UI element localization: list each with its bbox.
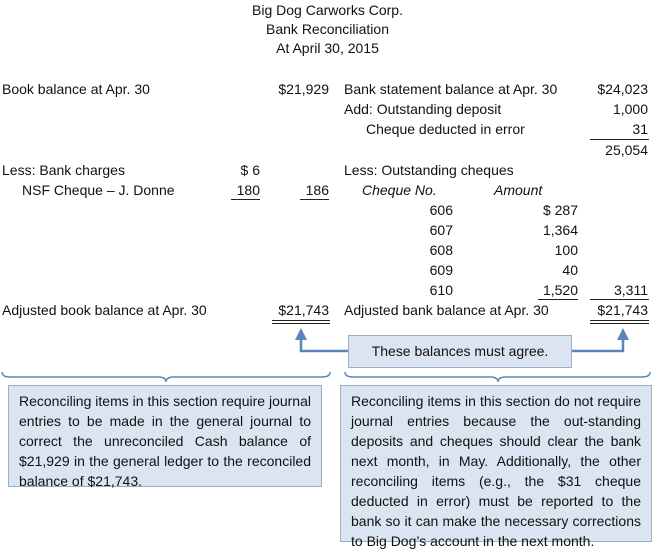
cheque-amount: 1,364 xyxy=(542,222,578,238)
book-deductions-total: 186 xyxy=(305,182,329,198)
arrow-up-icon xyxy=(295,328,307,340)
cheque-no: 610 xyxy=(429,282,453,298)
cheque-amount: 100 xyxy=(554,242,578,258)
cheque-no: 609 xyxy=(429,262,453,278)
bank-statement-label: Bank statement balance at Apr. 30 xyxy=(344,81,558,97)
report-date: At April 30, 2015 xyxy=(276,40,379,56)
outstanding-deposit-value: 1,000 xyxy=(612,101,648,117)
agree-callout xyxy=(348,335,572,368)
book-balance-label: Book balance at Apr. 30 xyxy=(2,81,150,97)
cheque-amount: 1,520 xyxy=(542,282,578,298)
left-note-text: Reconciling items in this section require journal entries to be made in the general journal to correct the unreconciled Cash balance of $21,929 in the general ledger to the reconciled balance of $21,743. xyxy=(19,393,311,489)
right-note-text: Reconciling items in this section do not require journal entries because the out-standing deposits and cheques should clear the bank next month, in May. Additionally, the other reconciling items (e.g., the $31 cheque deducted in error) must be reported to the bank so it can make the necessary corrections to Big Dog’s account in the next month. xyxy=(351,393,641,549)
adjusted-bank-label: Adjusted bank balance at Apr. 30 xyxy=(344,302,549,318)
left-note-callout xyxy=(8,385,322,487)
amount-header: Amount xyxy=(494,182,543,198)
nsf-label: NSF Cheque – J. Donne xyxy=(22,182,175,198)
outstanding-deposit-label: Add: Outstanding deposit xyxy=(344,101,502,117)
adjusted-book-value: $21,743 xyxy=(278,302,329,318)
cheque-error-value: 31 xyxy=(632,121,648,137)
adjusted-book-label: Adjusted book balance at Apr. 30 xyxy=(2,302,207,318)
book-less-label: Less: Bank charges xyxy=(2,162,125,178)
cheque-no: 607 xyxy=(429,222,453,238)
cheque-no-header: Cheque No. xyxy=(362,182,437,198)
cheque-no: 606 xyxy=(429,202,453,218)
right-brace-icon xyxy=(345,372,650,382)
left-brace-icon xyxy=(2,372,330,382)
company-name: Big Dog Carworks Corp. xyxy=(252,2,403,18)
cheques-total: 3,311 xyxy=(614,282,648,298)
bank-subtotal-value: 25,054 xyxy=(605,142,648,158)
cheque-error-label: Cheque deducted in error xyxy=(366,121,525,137)
book-balance-value: $21,929 xyxy=(278,81,329,97)
nsf-value: 180 xyxy=(236,182,260,198)
adjusted-bank-value: $21,743 xyxy=(597,302,648,318)
cheque-amount: 40 xyxy=(562,262,578,278)
cheque-no: 608 xyxy=(429,242,453,258)
right-note-callout xyxy=(340,385,652,549)
agree-callout-text: These balances must agree. xyxy=(371,343,549,359)
arrow-up-icon xyxy=(617,328,629,340)
cheque-amount: $ 287 xyxy=(542,202,578,218)
outstanding-cheques-label: Less: Outstanding cheques xyxy=(344,162,514,178)
report-title: Bank Reconciliation xyxy=(266,21,389,37)
bank-charges-value: $ 6 xyxy=(240,162,260,178)
bank-statement-value: $24,023 xyxy=(597,81,648,97)
